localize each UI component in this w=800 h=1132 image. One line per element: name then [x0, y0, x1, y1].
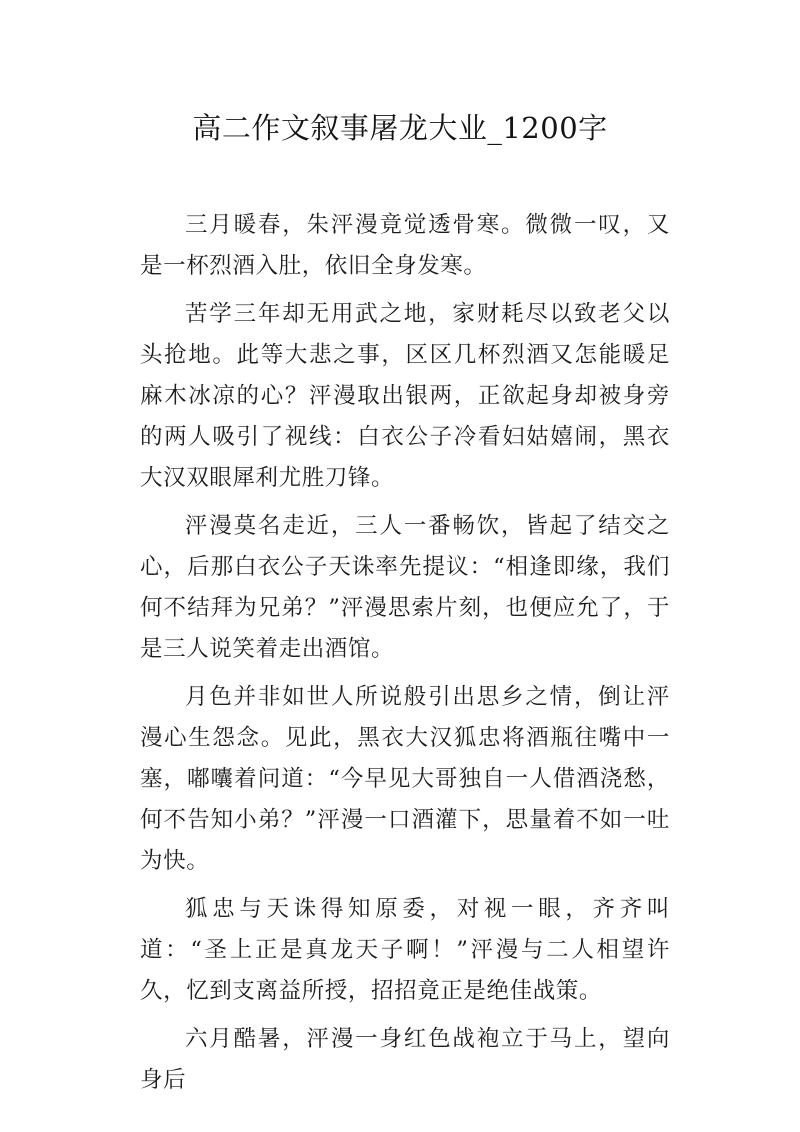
- paragraph: 月色并非如世人所说般引出思乡之情，倒让泙漫心生怨念。见此，黑衣大汉狐忠将酒瓶往嘴中一塞，嘟囔着问道：“今早见大哥独自一人借酒浇愁，何不告知小弟？”泙漫一口酒灌下，思量着不如一吐为快。: [140, 684, 670, 874]
- paragraph: 六月酷暑，泙漫一身红色战袍立于马上，望向身后: [140, 1026, 670, 1093]
- paragraph: 狐忠与天诛得知原委，对视一眼，齐齐叫道：“圣上正是真龙天子啊！”泙漫与二人相望许久，忆到支离益所授，招招竟正是绝佳战策。: [140, 896, 670, 1004]
- document-body: [140, 205, 670, 1108]
- paragraph: 泙漫莫名走近，三人一番畅饮，皆起了结交之心，后那白衣公子天诛率先提议：“相逢即缘，我们何不结拜为兄弟？”泙漫思索片刻，也便应允了，于是三人说笑着走出酒馆。: [140, 513, 670, 662]
- paragraph: 三月暖春，朱泙漫竟觉透骨寒。微微一叹，又是一杯烈酒入肚，依旧全身发寒。: [140, 212, 670, 279]
- paragraph: 苦学三年却无用武之地，家财耗尽以致老父以头抢地。此等大悲之事，区区几杯烈酒又怎能暖足麻木冰凉的心？泙漫取出银两，正欲起身却被身旁的两人吸引了视线：白衣公子冷看妇姑嬉闹，黑衣大汉双眼犀利尤胜刀锋。: [140, 301, 670, 491]
- document-title: 高二作文叙事屠龙大业_1200字: [192, 111, 608, 145]
